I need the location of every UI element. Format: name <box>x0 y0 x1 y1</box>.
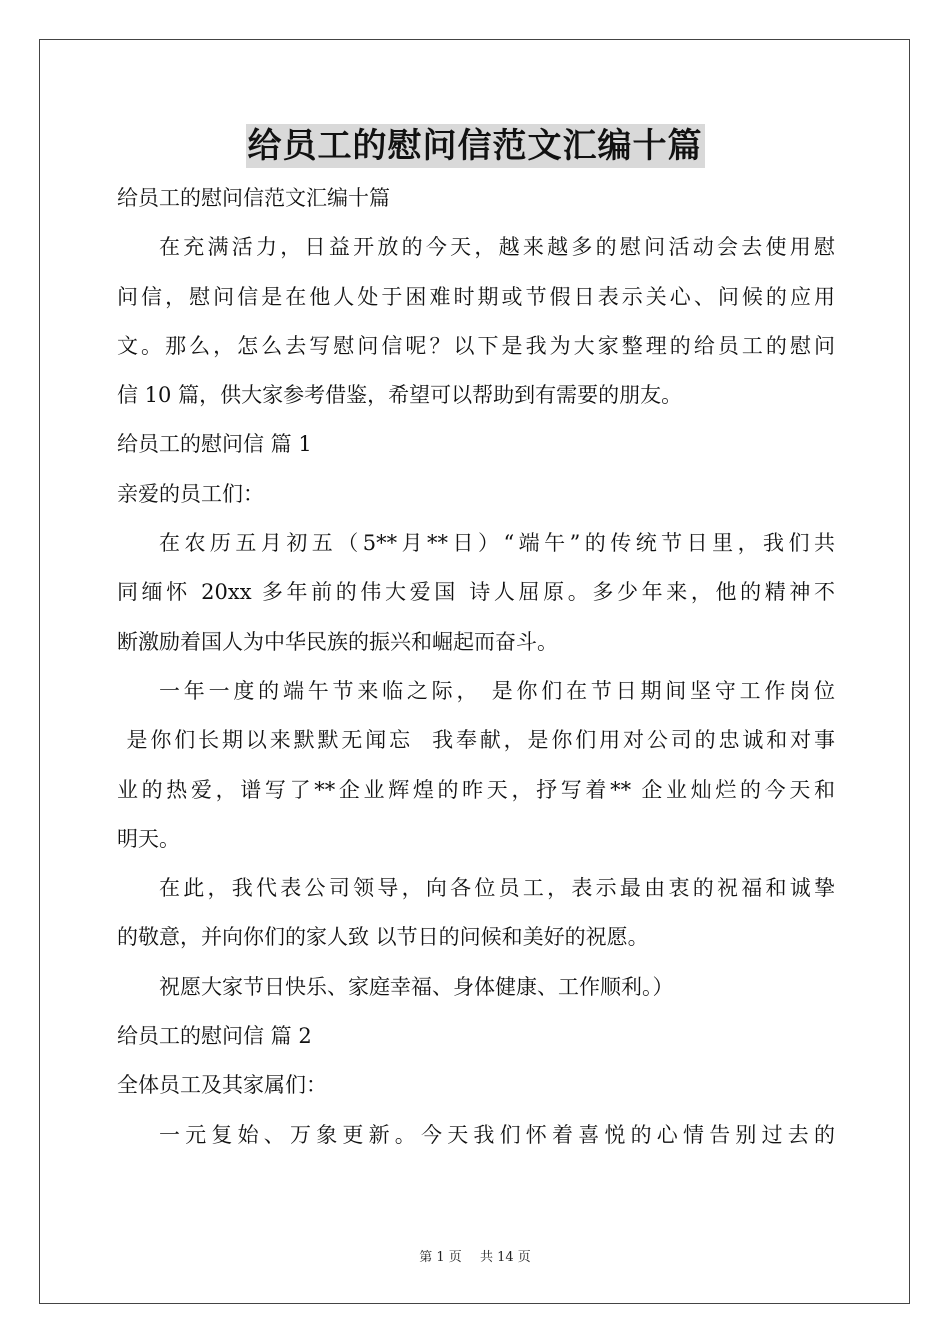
section-1-paragraph-4: 祝愿大家节日快乐、家庭幸福、身体健康、工作顺利。） <box>159 974 674 999</box>
section-1-paragraph-1 <box>117 519 835 667</box>
s2p1-line-1: 一元复始、万象更新。今天我们怀着喜悦的心情告别过去的 <box>159 1122 835 1147</box>
intro-line-3: 文。那么，怎么去写慰问信呢？以下是我为大家整理的给员工的慰问 <box>117 333 835 358</box>
intro-line-2: 问信，慰问信是在他人处于困难时期或节假日表示关心、问候的应用 <box>117 284 835 309</box>
section-1-paragraph-3 <box>117 864 835 963</box>
intro-line-1: 在充满活力，日益开放的今天，越来越多的慰问活动会去使用慰 <box>159 235 835 260</box>
section-1-salutation: 亲爱的员工们： <box>117 481 264 506</box>
s1p1-line-3: 断激励着国人为中华民族的振兴和崛起而奋斗。 <box>117 629 558 654</box>
s1p2-line-1: 一年一度的端午节来临之际， 是你们在节日期间坚守工作岗位 <box>159 678 835 703</box>
s1p3-line-2: 的敬意，并向你们的家人致 以节日的问候和美好的祝愿。 <box>117 925 649 950</box>
s1p2-line-4: 明天。 <box>117 826 180 851</box>
section-2-heading: 给员工的慰问信 篇 2 <box>117 1024 312 1049</box>
document-title: 给员工的慰问信范文汇编十篇 <box>247 126 703 166</box>
intro-line-4: 信 10 篇，供大家参考借鉴，希望可以帮助到有需要的朋友。 <box>117 383 683 408</box>
s1p2-line-2: 是你们长期以来默默无闻忘 我奉献，是你们用对公司的忠诚和对事 <box>117 728 835 753</box>
section-1-heading: 给员工的慰问信 篇 1 <box>117 432 312 457</box>
page-footer <box>0 1246 950 1265</box>
document-body <box>117 174 835 1160</box>
page-number-total: 共 14 页 <box>479 1250 531 1265</box>
s1p1-line-1: 在农历五月初五（5**月**日）“端午”的传统节日里，我们共 <box>159 531 835 556</box>
section-2-paragraph-1 <box>117 1111 835 1160</box>
page-number-current: 第 1 页 <box>419 1250 462 1265</box>
section-2-salutation: 全体员工及其家属们： <box>117 1073 327 1098</box>
document-subtitle: 给员工的慰问信范文汇编十篇 <box>117 186 390 210</box>
intro-paragraph <box>117 223 835 420</box>
section-1-paragraph-2 <box>117 667 835 864</box>
s1p3-line-1: 在此，我代表公司领导，向各位员工，表示最由衷的祝福和诚挚 <box>159 876 835 901</box>
title-container <box>0 124 950 168</box>
s1p2-line-3: 业的热爱，谱写了**企业辉煌的昨天，抒写着** 企业灿烂的今天和 <box>117 777 835 802</box>
s1p1-line-2: 同缅怀 20xx 多年前的伟大爱国 诗人屈原。多少年来，他的精神不 <box>117 580 835 605</box>
